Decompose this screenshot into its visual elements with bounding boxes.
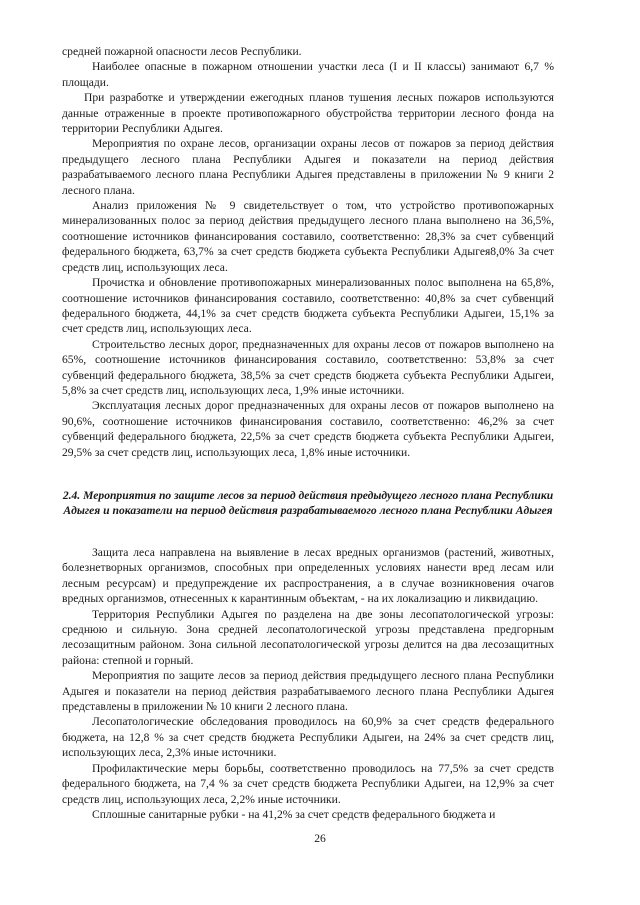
paragraph: При разработке и утверждении ежегодных планов тушения лесных пожаров используются данные отраженные в проекте противопожарного обустройства территории лесного фонда на территории Республики Адыгея.: [62, 91, 554, 136]
paragraph: Профилактические меры борьбы, соответственно проводилось на 77,5% за счет средств федерального бюджета, на 7,4 % за счет средств бюджета Республики Адыгеи, на 12,9% за счет средств лиц, использующих леса, 2,2% иные источники.: [62, 761, 554, 806]
paragraph: Мероприятия по защите лесов за период действия предыдущего лесного плана Республики Адыгея и показатели на период действия разрабатываемого лесного плана Республики Адыгея представлены в приложении № 10 книги 2 лесного плана.: [62, 669, 554, 714]
paragraph: Территория Республики Адыгея по разделена на две зоны лесопатологической угрозы: среднюю и сильную. Зона средней лесопатологической угрозы представлена предгорным лесозащитным районом. Зона сильной лесопатологической угрозы делится на два лесозащитных района: степной и горный.: [62, 607, 554, 667]
body-text-bottom: [62, 545, 554, 822]
section-heading: 2.4. Мероприятия по защите лесов за период действия предыдущего лесного плана Республики Адыгея и показатели на период действия разрабатываемого лесного плана Республики Адыгея: [62, 489, 554, 518]
paragraph: Эксплуатация лесных дорог предназначенных для охраны лесов от пожаров выполнено на 90,6%, соотношение источников финансирования составило, соответственно: 46,2% за счет субвенций федерального бюджета, 22,5% за счет средств бюджета субъекта Республики Адыгеи, 29,5% за счет средств лиц, использующих леса, 1,8% иные источники.: [62, 399, 554, 459]
paragraph: средней пожарной опасности лесов Республики.: [62, 45, 302, 58]
paragraph: Мероприятия по охране лесов, организации охраны лесов от пожаров за период действия предыдущего лесного плана Республики Адыгея и показатели на период действия разрабатываемого лесного плана Республики Адыгея представлены в приложении № 9 книги 2 лесного плана.: [62, 137, 554, 197]
paragraph: Анализ приложения № 9 свидетельствует о том, что устройство противопожарных минерализованных полос за период действия предыдущего лесного плана выполнено на 36,5%, соотношение источников финансирования составило, соответственно: 28,3% за счет субвенций федерального бюджета, 63,7% за счет средств бюджета субъекта Республики Адыгея8,0% За счет средств лиц, использующих леса.: [62, 199, 554, 274]
paragraph: Наиболее опасные в пожарном отношении участки леса (I и II классы) занимают 6,7 % площади.: [62, 60, 554, 89]
paragraph: Сплошные санитарные рубки - на 41,2% за счет средств федерального бюджета и: [92, 807, 496, 821]
body-text-top: [62, 44, 554, 460]
paragraph: Строительство лесных дорог, предназначенных для охраны лесов от пожаров выполнено на 65%, соотношение источников финансирования составило, соответственно: 53,8% за счет субвенций федерального бюджета, 38,5% за счет средств бюджета субъекта Республики Адыгеи, 5,8% за счет средств лиц, использующих леса, 1,9% иные источники.: [62, 337, 554, 397]
page-number: 26: [314, 832, 326, 845]
paragraph: Прочистка и обновление противопожарных минерализованных полос выполнена на 65,8%, соотношение источников финансирования составило, соответственно: 40,8% за счет субвенций федерального бюджета, 44,1% за счет средств бюджета субъекта Республики Адыгеи, 15,1% за счет средств лиц, использующих леса.: [62, 276, 554, 336]
paragraph: Защита леса направлена на выявление в лесах вредных организмов (растений, животных, болезнетворных организмов, способных при определенных условиях нанести вред лесам или лесным ресурсам) и предупреждение их распространения, а в случае возникновения очагов вредных организмов, отнесенных к карантинным объектам, - на их локализацию и ликвидацию.: [62, 546, 554, 606]
paragraph: Лесопатологические обследования проводилось на 60,9% за счет средств федерального бюджета, на 12,8 % за счет средств бюджета Республики Адыгеи, на 24% за счет средств лиц, использующих леса, 2,3% иные источники.: [62, 715, 554, 760]
